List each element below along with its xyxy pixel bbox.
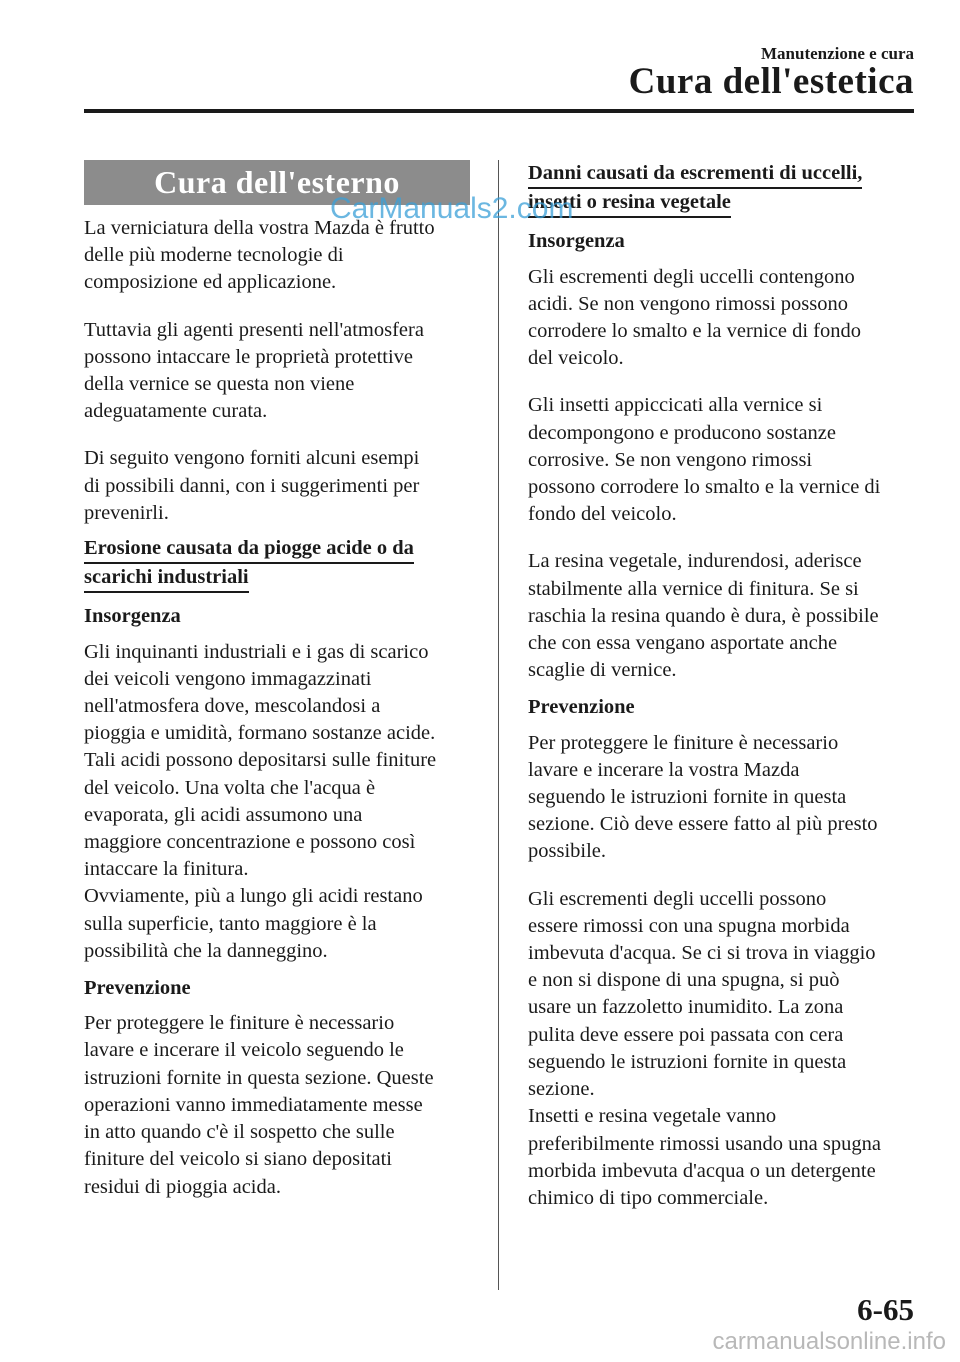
prevention-paragraph-2: Gli escrementi degli uccelli possono essere rimossi con una spugna morbida imbevuta d'acqua. Se ci si trova in viaggio e non si dispone di una spugna, si può usare un fazzoletto inumidito. La zona pulita deve essere poi passata con cera seguendo le istruzioni fornite in questa sezione. Insetti e resina vegetale vanno preferibilmente rimossi usando una spugna morbida imbevuta d'acqua o un detergente chimico di tipo commerciale.: [528, 887, 881, 1209]
intro-paragraph-1: La verniciatura della vostra Mazda è frutto delle più moderne tecnologie di composizione ed applicazione.: [84, 217, 435, 294]
left-column: [84, 160, 470, 1201]
acid-rain-occurrence-text: Gli inquinanti industriali e i gas di scarico dei veicoli vengono immagazzinati nell'atmosfera dove, mescolandosi a pioggia e umidità, formano sostanze acide. Tali acidi possono depositarsi sulle finiture del veicolo. Una volta che l'acqua è evaporata, gli acidi assumono una maggiore concentrazione e possono così intaccare la finitura. Ovviamente, più a lungo gli acidi restano sulla superficie, tanto maggiore è la possibilità che la danneggino.: [84, 640, 437, 962]
occurrence-paragraph-2: Gli insetti appiccicati alla vernice si decompongono e producono sostanze corrosive. Se non vengono rimossi possono corrodere lo smalto e la vernice di fondo del veicolo.: [528, 394, 881, 526]
header-section-label: Manutenzione e cura: [761, 44, 914, 63]
occurrence-paragraph-1: Gli escrementi degli uccelli contengono acidi. Se non vengono rimossi possono corrodere lo smalto e la vernice di fondo del veicolo.: [528, 265, 861, 370]
bird-droppings-heading: [528, 160, 918, 218]
intro-paragraph-2: Tuttavia gli agenti presenti nell'atmosfera possono intaccare le proprietà protettive della vernice se questa non viene adeguatamente curata.: [84, 318, 424, 423]
header-rule: [84, 109, 914, 113]
bird-droppings-heading-line2: insetti o resina vegetale: [528, 189, 731, 218]
bird-droppings-occurrence-label: Insorgenza: [528, 230, 625, 253]
bird-droppings-prevention-label: Prevenzione: [528, 696, 635, 719]
page-title: Cura dell'estetica: [628, 61, 914, 102]
bird-droppings-heading-line1: Danni causati da escrementi di uccelli,: [528, 160, 862, 189]
watermark-bottom: carmanualsonline.info: [712, 1328, 946, 1355]
page-number: 6-65: [857, 1292, 914, 1327]
occurrence-paragraph-3: La resina vegetale, indurendosi, aderisce stabilmente alla vernice di finitura. Se si raschia la resina quando è dura, è possibile che con essa vengano asportate anche scaglie di vernice.: [528, 550, 879, 682]
column-divider: [498, 160, 499, 1290]
acid-rain-heading-line1: Erosione causata da piogge acide o da: [84, 535, 414, 564]
watermark-top: CarManuals2.com: [330, 192, 574, 225]
intro-paragraph-3: Di seguito vengono forniti alcuni esempi di possibili danni, con i suggerimenti per prevenirli.: [84, 447, 420, 524]
acid-rain-heading: [84, 535, 470, 593]
acid-rain-heading-line2: scarichi industriali: [84, 564, 249, 593]
acid-rain-occurrence-label: Insorgenza: [84, 605, 181, 628]
prevention-paragraph-1: Per proteggere le finiture è necessario lavare e incerare la vostra Mazda seguendo le istruzioni fornite in questa sezione. Ciò deve essere fatto al più presto possibile.: [528, 731, 878, 863]
right-column: [528, 160, 918, 1212]
section-banner: Cura dell'esterno: [84, 160, 470, 205]
acid-rain-prevention-text: Per proteggere le finiture è necessario lavare e incerare il veicolo seguendo le istruzioni fornite in questa sezione. Queste operazioni vanno immediatamente messe in atto quando c'è il sospetto che sulle finiture del veicolo si siano depositati residui di pioggia acida.: [84, 1012, 434, 1198]
acid-rain-prevention-label: Prevenzione: [84, 977, 191, 1000]
